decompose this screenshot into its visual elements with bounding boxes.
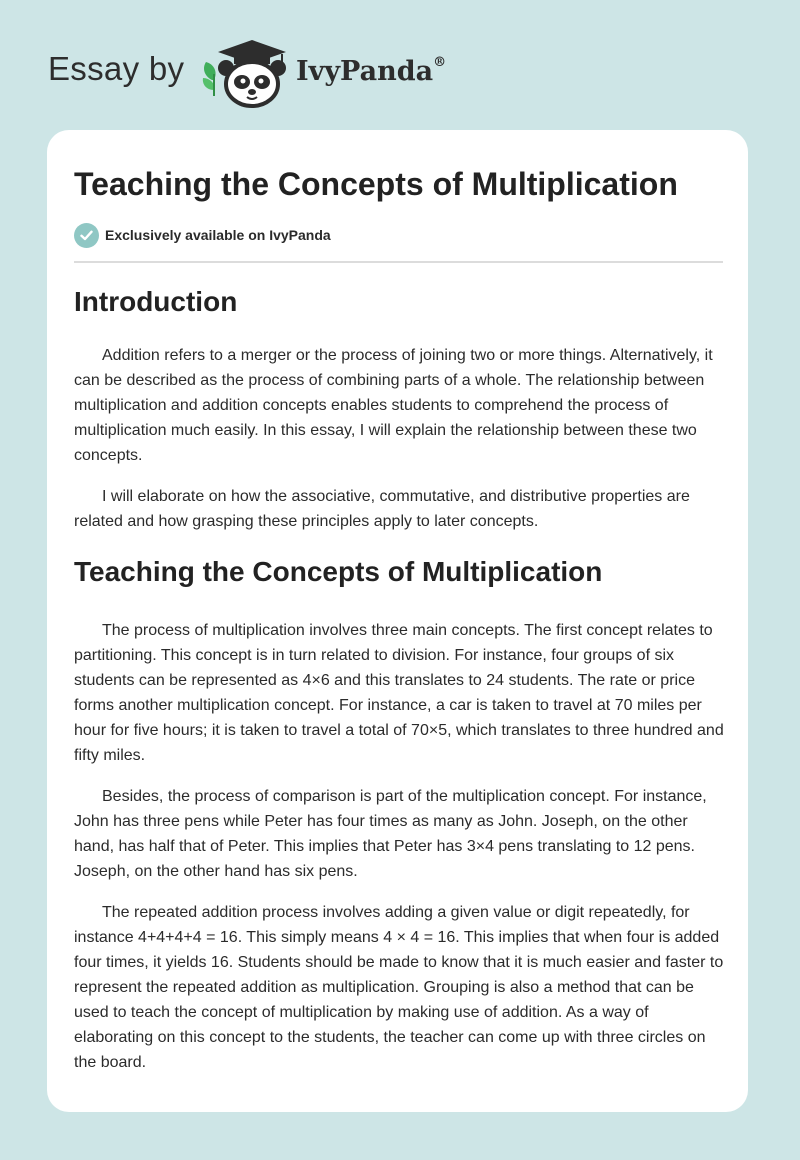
paragraph: The repeated addition process involves adding a given value or digit repeatedly, for instance 4+4+4+4 = 16. This simply means 4 × 4 = 16. This implies that when four is added four times, it yields 16. Students should be made to know that it is much easier and faster to represent the repeated addition as multiplication. Grouping is also a method that can be used to teach the concept of multiplication by making use of addition. As a way of elaborating on this concept to the students, the teacher can come up with three circles on the board.: [74, 904, 724, 1071]
essay-body: [74, 280, 726, 1075]
exclusive-badge-label: Exclusively available on IvyPanda: [105, 227, 331, 243]
paragraph: Besides, the process of comparison is part of the multiplication concept. For instance, John has three pens while Peter has four times as many as John. Joseph, on the other hand, has half that of Peter. This implies that Peter has 3×4 pens translating to 12 pens. Joseph, on the other hand has six pens.: [74, 788, 707, 880]
check-circle-icon: [74, 223, 99, 248]
essay-by-label: Essay by: [48, 50, 185, 87]
divider: [74, 261, 723, 263]
paragraph: The process of multiplication involves three main concepts. The first concept relates to partitioning. This concept is in turn related to division. For instance, four groups of six students can be represented as 4×6 and this translates to 24 students. The rate or price forms another multiplication concept. For instance, a car is taken to travel at 70 miles per hour for five hours; it is taken to travel a total of 70×5, which translates to three hundred and fifty miles.: [74, 622, 724, 764]
site-header: [0, 0, 800, 130]
brand-logo-text[interactable]: [296, 56, 446, 87]
section-heading-teaching: Teaching the Concepts of Multiplication: [74, 556, 603, 587]
paragraph: I will elaborate on how the associative, commutative, and distributive properties are related and how grasping these principles apply to later concepts.: [74, 488, 690, 530]
paragraph: Addition refers to a merger or the process of joining two or more things. Alternatively, it can be described as the process of combining parts of a whole. The relationship between multiplication and addition concepts enables students to comprehend the process of multiplication much easily. In this essay, I will explain the relationship between these two concepts.: [74, 347, 713, 464]
exclusive-badge: [74, 222, 331, 248]
essay-card: [47, 130, 748, 1112]
registered-mark: ®: [433, 55, 447, 70]
page-title: Teaching the Concepts of Multiplication: [74, 166, 678, 202]
panda-graduate-logo-icon[interactable]: [198, 34, 294, 110]
section-heading-introduction: Introduction: [74, 286, 238, 317]
brand-name: IvyPanda: [296, 56, 434, 87]
